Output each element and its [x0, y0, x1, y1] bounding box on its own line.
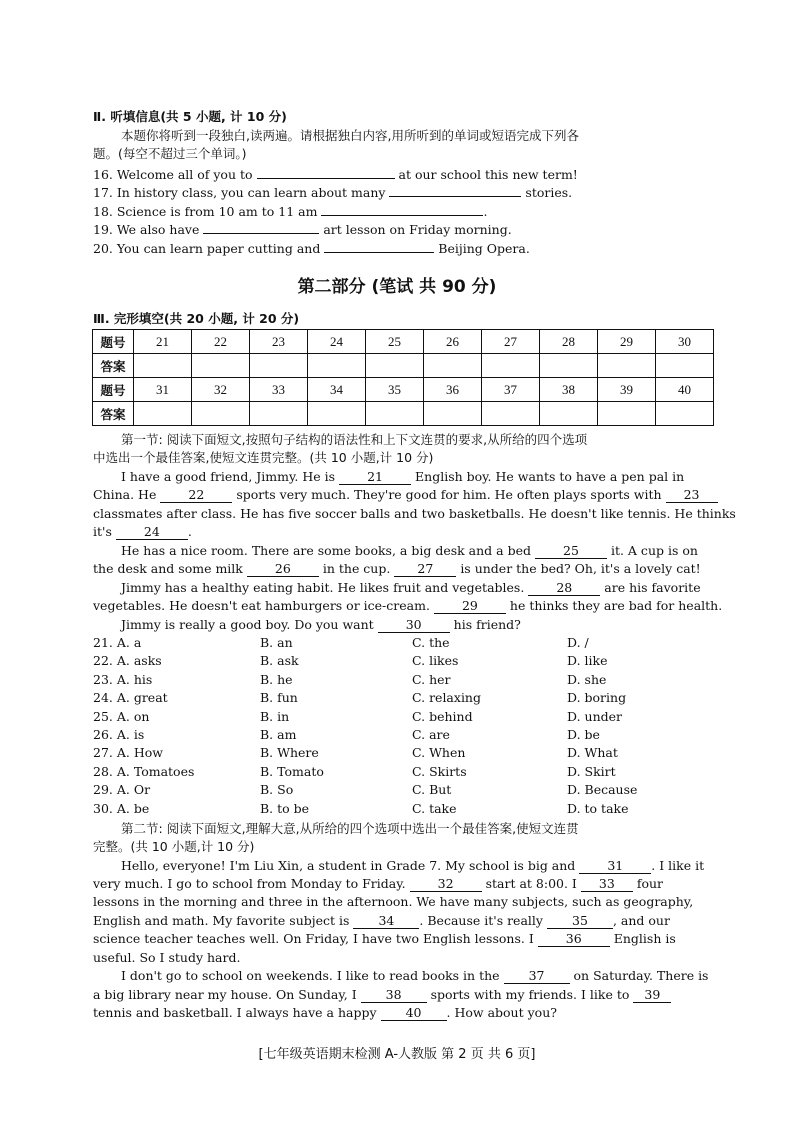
- option-27-d: D. What: [567, 745, 618, 761]
- table-num: 29: [598, 330, 656, 354]
- blank-29[interactable]: 29: [434, 598, 506, 614]
- option-28-d: D. Skirt: [567, 763, 616, 779]
- passage-text: English and math. My favorite subject is: [93, 913, 350, 928]
- passage1-line: [93, 560, 701, 578]
- section2-heading: Ⅱ. 听填信息(共 5 小题, 计 10 分): [93, 109, 287, 124]
- blank-26[interactable]: 26: [247, 561, 319, 577]
- answer-table-row-answers-1: [93, 354, 714, 378]
- option-29-c: C. But: [412, 782, 452, 798]
- table-num: 30: [656, 330, 714, 354]
- table-num: 36: [424, 378, 482, 402]
- table-num: 24: [308, 330, 366, 354]
- q16-text-b: at our school this new term!: [398, 167, 578, 182]
- passage2-line: [93, 912, 670, 930]
- passage-text: in the cup.: [322, 561, 391, 576]
- blank-40[interactable]: 40: [381, 1005, 447, 1021]
- option-30-a: 30. A. be: [93, 800, 150, 816]
- q18-text-b: .: [483, 204, 488, 219]
- table-num: 23: [250, 330, 308, 354]
- table-num: 39: [598, 378, 656, 402]
- passage2-line: [121, 857, 704, 875]
- passage-text: his friend?: [453, 617, 521, 632]
- blank-34[interactable]: 34: [353, 913, 419, 929]
- table-num: 33: [250, 378, 308, 402]
- option-29-a: 29. A. Or: [93, 782, 151, 798]
- passage-text: very much. I go to school from Monday to Friday.: [93, 876, 406, 891]
- answer-cell[interactable]: [656, 402, 714, 426]
- answer-cell[interactable]: [424, 402, 482, 426]
- option-30-c: C. take: [412, 800, 457, 816]
- answer-cell[interactable]: [598, 354, 656, 378]
- answer-cell[interactable]: [250, 402, 308, 426]
- option-28-b: B. Tomato: [260, 763, 324, 779]
- passage-text: sports with my friends. I like to: [430, 987, 630, 1002]
- blank-23[interactable]: 23: [666, 487, 718, 503]
- blank-39[interactable]: 39: [633, 987, 671, 1003]
- passage-text: .: [187, 524, 192, 539]
- passage-text: Jimmy is really a good boy. Do you want: [121, 617, 374, 632]
- q18-text-a: 18. Science is from 10 am to 11 am: [93, 204, 318, 219]
- option-25-c: C. behind: [412, 708, 473, 724]
- answer-cell[interactable]: [540, 354, 598, 378]
- question-19: [93, 218, 512, 239]
- option-27-c: C. When: [412, 745, 466, 761]
- passage-text: tennis and basketball. I always have a happy: [93, 1005, 377, 1020]
- passage-text: a big library near my house. On Sunday, I: [93, 987, 357, 1002]
- option-26-a: 26. A. is: [93, 727, 145, 742]
- passage-text: I have a good friend, Jimmy. He is: [121, 469, 336, 484]
- option-23-a: 23. A. his: [93, 671, 153, 687]
- option-23-c: C. her: [412, 671, 451, 687]
- table-num: 40: [656, 378, 714, 402]
- answer-cell[interactable]: [366, 402, 424, 426]
- passage-text: it's: [93, 524, 112, 539]
- table-num: 34: [308, 378, 366, 402]
- passage-text: China. He: [93, 487, 157, 502]
- blank-37[interactable]: 37: [504, 968, 570, 984]
- passage-text: Hello, everyone! I'm Liu Xin, a student in Grade 7. My school is big and: [121, 858, 576, 873]
- option-22-d: D. like: [567, 653, 608, 669]
- passage-text: sports very much. They're good for him. He often plays sports with: [236, 487, 662, 502]
- option-24-d: D. boring: [567, 690, 627, 706]
- passage2-line: lessons in the morning and three in the afternoon. We have many subjects, such as geography,: [93, 894, 694, 909]
- blank-38[interactable]: 38: [361, 987, 427, 1003]
- answer-cell[interactable]: [424, 354, 482, 378]
- option-25-b: B. in: [260, 708, 290, 724]
- passage-text: I don't go to school on weekends. I like to read books in the: [121, 968, 500, 983]
- answer-table-row-numbers-1: [93, 330, 714, 354]
- passage1-line: [121, 468, 684, 486]
- option-26-b: B. am: [260, 727, 297, 742]
- blank-22[interactable]: 22: [160, 487, 232, 503]
- option-22-c: C. likes: [412, 653, 459, 669]
- blank-32[interactable]: 32: [410, 876, 482, 892]
- section2-instruction-line2: 题。(每空不超过三个单词。): [93, 146, 247, 161]
- q16-text-a: 16. Welcome all of you to: [93, 167, 253, 182]
- option-30-d: D. to take: [567, 800, 629, 816]
- option-29-d: D. Because: [567, 782, 638, 798]
- option-29-b: B. So: [260, 782, 294, 798]
- option-27-b: B. Where: [260, 745, 319, 761]
- option-25-d: D. under: [567, 708, 622, 724]
- table-num: 32: [192, 378, 250, 402]
- passage1-line: [93, 597, 722, 615]
- q17-text-b: stories.: [525, 185, 573, 200]
- q19-blank[interactable]: [203, 218, 319, 234]
- part1-instruction-line2: 中选出一个最佳答案,使短文连贯完整。(共 10 小题,计 10 分): [93, 450, 434, 465]
- page-footer: [七年级英语期末检测 A-人教版 第 2 页 共 6 页]: [258, 1047, 536, 1062]
- passage-text: . I like it: [651, 858, 705, 873]
- table-num: 31: [134, 378, 192, 402]
- blank-30[interactable]: 30: [378, 617, 450, 633]
- answer-cell[interactable]: [482, 354, 540, 378]
- passage-text: English boy. He wants to have a pen pal in: [415, 469, 685, 484]
- option-24-a: 24. A. great: [93, 690, 168, 706]
- passage-text: . How about you?: [446, 1005, 557, 1020]
- passage1-line: [121, 616, 521, 634]
- part2-instruction-line1: 第二节: 阅读下面短文,理解大意,从所给的四个选项中选出一个最佳答案,使短文连贯: [121, 821, 579, 836]
- blank-36[interactable]: 36: [538, 931, 610, 947]
- option-21-d: D. /: [567, 635, 589, 650]
- answer-cell[interactable]: [598, 402, 656, 426]
- row-label-question: 题号: [93, 378, 134, 402]
- q19-text-a: 19. We also have: [93, 222, 200, 237]
- answer-table-row-numbers-2: [93, 378, 714, 402]
- table-num: 22: [192, 330, 250, 354]
- part2-title: 第二部分 (笔试 共 90 分): [297, 277, 497, 297]
- option-22-a: 22. A. asks: [93, 653, 162, 669]
- blank-31[interactable]: 31: [579, 858, 651, 874]
- answer-cell[interactable]: [134, 354, 192, 378]
- passage1-line: [93, 486, 718, 504]
- passage-text: , and our: [612, 913, 670, 928]
- passage2-line: [93, 875, 663, 893]
- passage-text: science teacher teaches well. On Friday, I have two English lessons. I: [93, 931, 534, 946]
- option-23-b: B. he: [260, 671, 293, 687]
- table-num: 25: [366, 330, 424, 354]
- q20-text-a: 20. You can learn paper cutting and: [93, 241, 321, 256]
- answer-cell[interactable]: [192, 354, 250, 378]
- blank-35[interactable]: 35: [547, 913, 613, 929]
- passage2-line: [93, 986, 671, 1004]
- blank-27[interactable]: 27: [394, 561, 456, 577]
- q20-text-b: Beijing Opera.: [438, 241, 530, 256]
- option-27-a: 27. A. How: [93, 745, 163, 761]
- row-label-question: 题号: [93, 330, 134, 354]
- q17-text-a: 17. In history class, you can learn about many: [93, 185, 386, 200]
- passage-text: it. A cup is on: [610, 543, 698, 558]
- answer-cell[interactable]: [250, 354, 308, 378]
- blank-25[interactable]: 25: [535, 543, 607, 559]
- answer-cell[interactable]: [192, 402, 250, 426]
- option-21-c: C. the: [412, 635, 450, 650]
- section2-instruction-line1: 本题你将听到一段独白,读两遍。请根据独白内容,用所听到的单词或短语完成下列各: [121, 128, 579, 143]
- passage-text: the desk and some milk: [93, 561, 243, 576]
- passage2-line: [93, 1004, 557, 1022]
- table-num: 27: [482, 330, 540, 354]
- option-21-a: 21. A. a: [93, 635, 142, 650]
- option-30-b: B. to be: [260, 800, 310, 816]
- passage-text: he thinks they are bad for health.: [509, 598, 723, 613]
- blank-28[interactable]: 28: [528, 580, 600, 596]
- option-26-d: D. be: [567, 727, 600, 742]
- passage-text: are his favorite: [604, 580, 701, 595]
- answer-cell[interactable]: [656, 354, 714, 378]
- answer-cell[interactable]: [482, 402, 540, 426]
- option-23-d: D. she: [567, 671, 607, 687]
- row-label-answer: 答案: [93, 354, 134, 378]
- answer-cell[interactable]: [308, 354, 366, 378]
- passage1-line: [121, 579, 701, 597]
- table-num: 21: [134, 330, 192, 354]
- answer-cell[interactable]: [134, 402, 192, 426]
- passage2-line: [121, 967, 708, 985]
- part2-instruction-line2: 完整。(共 10 小题,计 10 分): [93, 839, 255, 854]
- passage1-line: [93, 523, 192, 541]
- blank-21[interactable]: 21: [339, 469, 411, 485]
- passage-text: on Saturday. There is: [573, 968, 709, 983]
- option-28-a: 28. A. Tomatoes: [93, 763, 195, 779]
- passage1-line: [121, 542, 698, 560]
- answer-cell[interactable]: [366, 354, 424, 378]
- table-num: 35: [366, 378, 424, 402]
- passage-text: four: [636, 876, 664, 891]
- answer-cell[interactable]: [308, 402, 366, 426]
- row-label-answer: 答案: [93, 402, 134, 426]
- q19-text-b: art lesson on Friday morning.: [323, 222, 512, 237]
- blank-24[interactable]: 24: [116, 524, 188, 540]
- option-24-b: B. fun: [260, 690, 298, 706]
- option-21-b: B. an: [260, 635, 293, 650]
- table-num: 38: [540, 378, 598, 402]
- question-17: [93, 181, 572, 202]
- passage-text: . Because it's really: [419, 913, 543, 928]
- passage2-line: [93, 930, 676, 948]
- passage-text: He has a nice room. There are some books, a big desk and a bed: [121, 543, 531, 558]
- option-28-c: C. Skirts: [412, 763, 467, 779]
- option-26-c: C. are: [412, 727, 450, 742]
- passage-text: vegetables. He doesn't eat hamburgers or ice-cream.: [93, 598, 430, 613]
- section3-heading: Ⅲ. 完形填空(共 20 小题, 计 20 分): [93, 311, 300, 326]
- option-24-c: C. relaxing: [412, 690, 481, 706]
- q16-blank[interactable]: [257, 163, 395, 179]
- table-num: 37: [482, 378, 540, 402]
- passage-text: is under the bed? Oh, it's a lovely cat!: [460, 561, 701, 576]
- part1-instruction-line1: 第一节: 阅读下面短文,按照句子结构的语法性和上下文连贯的要求,从所给的四个选项: [121, 432, 588, 447]
- passage2-line: useful. So I study hard.: [93, 950, 241, 965]
- answer-table: [92, 329, 714, 426]
- answer-table-row-answers-2: [93, 402, 714, 426]
- option-22-b: B. ask: [260, 653, 299, 669]
- passage-text: English is: [613, 931, 676, 946]
- blank-33[interactable]: 33: [581, 876, 633, 892]
- passage1-line: classmates after class. He has five soccer balls and two basketballs. He doesn't like tennis. He thinks: [93, 506, 736, 521]
- option-25-a: 25. A. on: [93, 708, 150, 724]
- question-20: [93, 237, 530, 258]
- q17-blank[interactable]: [389, 181, 521, 197]
- passage-text: Jimmy has a healthy eating habit. He likes fruit and vegetables.: [121, 580, 525, 595]
- table-num: 26: [424, 330, 482, 354]
- answer-cell[interactable]: [540, 402, 598, 426]
- table-num: 28: [540, 330, 598, 354]
- q18-blank[interactable]: [321, 200, 483, 216]
- q20-blank[interactable]: [324, 237, 434, 253]
- passage-text: start at 8:00. I: [485, 876, 577, 891]
